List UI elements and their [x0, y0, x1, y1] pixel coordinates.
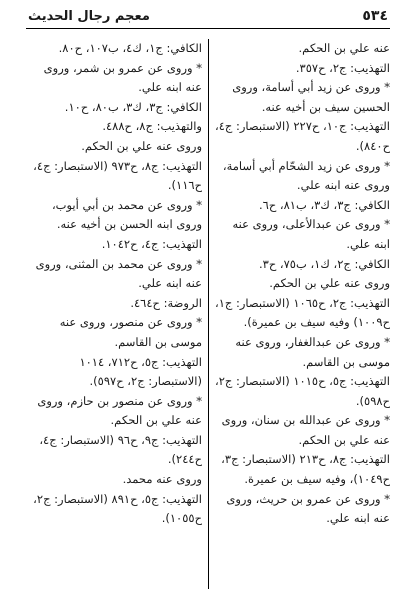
narration-line: * وروى عن عمرو بن شمر، وروى عنه ابنه علي. [43, 60, 202, 95]
citation-line: التهذيب: ج٥، ح٨٩١ (الاستبصار: ج٢، ح١٠٥٥). [33, 491, 202, 526]
citation-line: التهذيب: ج٩، ح٩٦ (الاستبصار: ج٤، ح٢٤٤). [39, 432, 202, 467]
narration-line: وروى عنه علي بن الحكم. [269, 276, 390, 291]
narration-line: * وروى عن عبدالغفار، وروى عنه موسى بن القاسم. [235, 334, 390, 369]
citation-line: التهذيب: ج٨، ح٩٧٣ (الاستبصار: ج٤، ح١١٦). [33, 158, 202, 193]
narration-line: وروى عنه علي بن الحكم. [81, 138, 202, 153]
text-columns [26, 39, 390, 599]
narration-line: * وروى عن عمرو بن حريث، وروى عنه ابنه علي. [226, 491, 390, 526]
column-divider [208, 39, 209, 589]
narration-line: وروى عنه محمد. [122, 472, 202, 487]
citation-line: الكافي: ج٢، ك١، ب٧٥، ح٣. [258, 256, 390, 271]
citation-line: الكافي: ج٣، ك٣، ب٨١، ح٦. [258, 197, 390, 212]
narration-line: * وروى عن منصور بن حازم، وروى عنه علي بن الحكم. [37, 393, 202, 428]
citation-line: التهذيب: ج١٠، ح٢٢٧ (الاستبصار: ج٤، ح٨٤٠). [214, 119, 390, 153]
citation-line: التهذيب: ج٢، ح٣٥٧. [295, 60, 390, 75]
narration-line: * وروى عن زيد الشحّام أبي أسامة، وروى عنه ابنه علي. [222, 158, 390, 193]
left-column [26, 39, 202, 599]
citation-line: الكافي: ج١، ك٤، ب١٠٧، ح٨٠. [58, 41, 202, 55]
narration-line: * وروى عن عبدالأعلى، وروى عنه ابنه علي. [232, 217, 390, 251]
citation-line: التهذيب: ج٤، ح١٠٤٢. [101, 236, 202, 251]
citation-line: الكافي: ج٣، ك٣، ب٨٠، ح١٠. والتهذيب: ج٨، ح٤٨٨. [64, 99, 202, 134]
narration-line: * وروى عن محمد بن المثنى، وروى عنه ابنه علي. [35, 256, 202, 291]
narration-line: * وروى عن زيد أبي أسامة، وروى الحسين سيف بن أخيه عنه. [232, 80, 390, 114]
citation-line: التهذيب: ج٨، ح٢١٣ (الاستبصار: ج٣، ح١٠٤٩)، وفيه سيف بن عميرة. [221, 452, 390, 487]
citation-line: الروضة: ح٤٦٤. [130, 295, 202, 310]
book-title: معجم رجال الحديث [28, 8, 150, 24]
citation-line: التهذيب: ج٥، ح١٠١٥ (الاستبصار: ج٢، ح٥٩٨). [214, 374, 390, 408]
citation-line: التهذيب: ج٢، ح١٠٦٥ (الاستبصار: ج١، ح١٠٠٩) وفيه سيف بن عميرة). [214, 295, 390, 330]
narration-line: * وروى عن محمد بن أبي أيوب، وروى ابنه الحسن بن أخيه عنه. [51, 197, 202, 232]
page-number: ٥٣٤ [362, 8, 388, 24]
page-header [26, 6, 390, 29]
citation-line: التهذيب: ج٥، ح٧١٢، ١٠١٤ (الاستبصار: ج٢، ح٥٩٧). [79, 354, 202, 389]
narration-line: عنه علي بن الحكم. [298, 41, 390, 55]
narration-line: * وروى عن منصور، وروى عنه موسى بن القاسم. [59, 315, 202, 349]
narration-line: * وروى عن عبدالله بن سنان، وروى عنه علي بن الحكم. [221, 413, 390, 447]
right-column [214, 39, 390, 599]
